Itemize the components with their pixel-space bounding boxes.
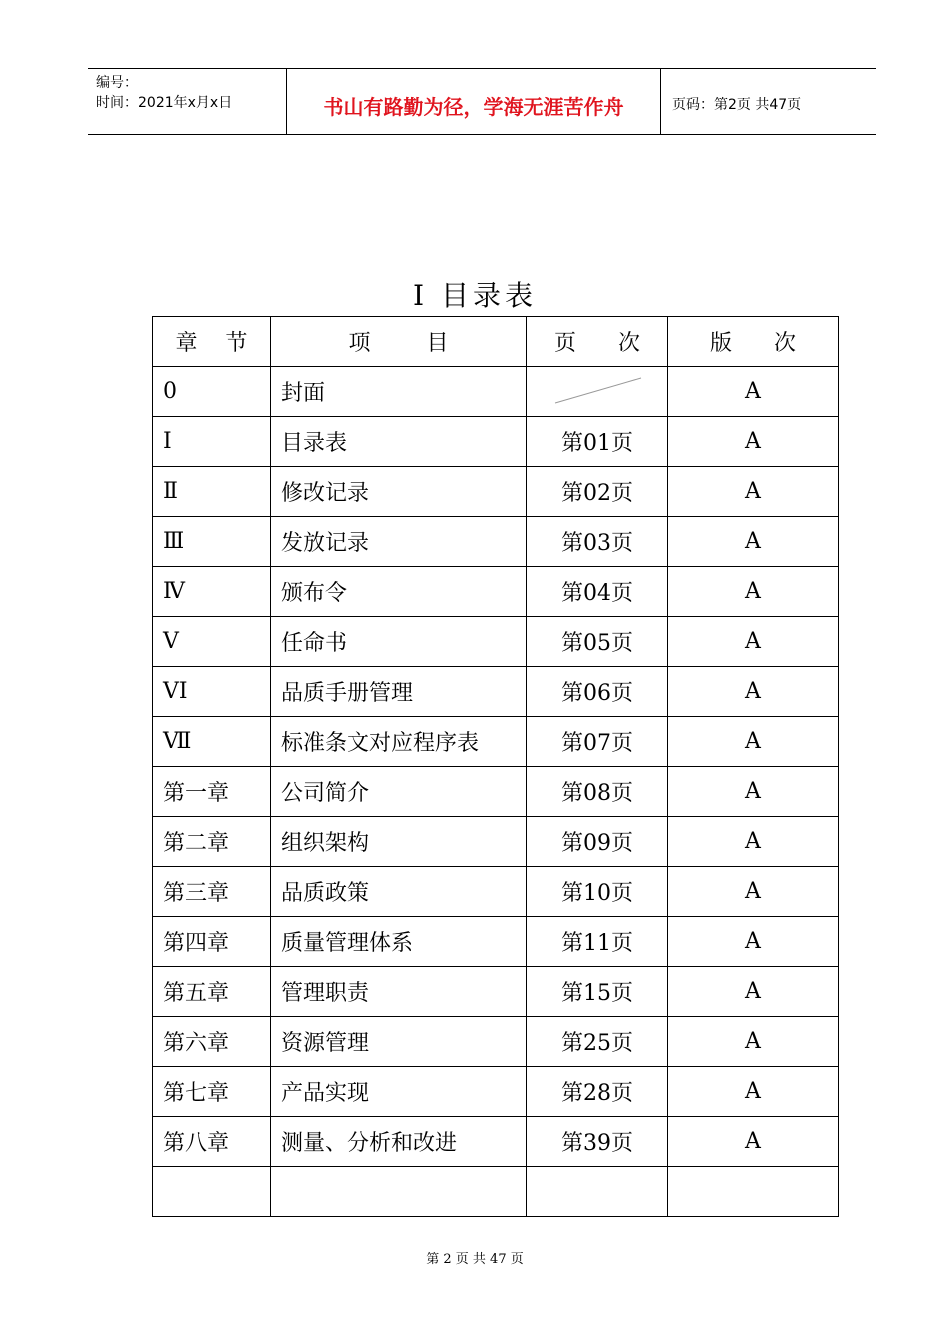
cell-page: 第28页 xyxy=(527,1067,668,1117)
cell-item: 质量管理体系 xyxy=(271,917,527,967)
table-row xyxy=(153,867,839,917)
cell-version: A xyxy=(668,717,839,767)
header-page-info: 页码：第2页 共47页 xyxy=(672,97,802,113)
cell-page: 第04页 xyxy=(527,567,668,617)
document-time-label: 时间：2021年x月x日 xyxy=(96,95,233,111)
cell-version: A xyxy=(668,867,839,917)
cell-chapter: Ⅲ xyxy=(153,517,271,567)
table-row xyxy=(153,567,839,617)
cell-chapter: Ⅳ xyxy=(153,567,271,617)
header-divider xyxy=(660,69,661,135)
cell-version: A xyxy=(668,417,839,467)
table-row xyxy=(153,467,839,517)
cell-version: A xyxy=(668,917,839,967)
cell-item: 目录表 xyxy=(271,417,527,467)
cell-version: A xyxy=(668,1067,839,1117)
cell-chapter: 第一章 xyxy=(153,767,271,817)
table-row xyxy=(153,1117,839,1167)
cell-chapter: 第五章 xyxy=(153,967,271,1017)
cell-page: 第39页 xyxy=(527,1117,668,1167)
table-row xyxy=(153,767,839,817)
table-row xyxy=(153,1067,839,1117)
cell-version: A xyxy=(668,467,839,517)
toc-table xyxy=(152,316,839,1217)
cell-page: 第10页 xyxy=(527,867,668,917)
table-row xyxy=(153,417,839,467)
empty-cell-slash xyxy=(527,367,668,417)
cell-version: A xyxy=(668,767,839,817)
table-row xyxy=(153,617,839,667)
cell-version: A xyxy=(668,667,839,717)
table-row xyxy=(153,967,839,1017)
cell-page: 第03页 xyxy=(527,517,668,567)
cell-item: 颁布令 xyxy=(271,567,527,617)
cell-item: 修改记录 xyxy=(271,467,527,517)
cell-item: 资源管理 xyxy=(271,1017,527,1067)
page-footer: 第 2 页 共 47 页 xyxy=(426,1252,524,1267)
document-number-label: 编号： xyxy=(96,75,138,91)
cell-chapter: Ⅰ xyxy=(153,417,271,467)
column-header-page: 页 次 xyxy=(527,317,668,367)
cell-page: 第01页 xyxy=(527,417,668,467)
table-row xyxy=(153,917,839,967)
cell-version xyxy=(668,1167,839,1217)
cell-item: 组织架构 xyxy=(271,817,527,867)
table-row xyxy=(153,517,839,567)
cell-version: A xyxy=(668,617,839,667)
page-header xyxy=(88,68,876,135)
cell-chapter: Ⅶ xyxy=(153,717,271,767)
cell-item: 标准条文对应程序表 xyxy=(271,717,527,767)
cell-chapter: 第二章 xyxy=(153,817,271,867)
cell-item: 封面 xyxy=(271,367,527,417)
cell-version: A xyxy=(668,967,839,1017)
header-meta xyxy=(96,73,232,113)
cell-item: 公司简介 xyxy=(271,767,527,817)
table-row xyxy=(153,717,839,767)
cell-page: 第11页 xyxy=(527,917,668,967)
toc-header-row xyxy=(153,317,839,367)
cell-item: 产品实现 xyxy=(271,1067,527,1117)
cell-page: 第25页 xyxy=(527,1017,668,1067)
cell-item: 测量、分析和改进 xyxy=(271,1117,527,1167)
cell-page: 第07页 xyxy=(527,717,668,767)
column-header-chapter: 章 节 xyxy=(153,317,271,367)
cell-chapter: 第七章 xyxy=(153,1067,271,1117)
cell-item: 管理职责 xyxy=(271,967,527,1017)
diagonal-slash xyxy=(527,367,666,415)
cell-version: A xyxy=(668,567,839,617)
cell-item: 发放记录 xyxy=(271,517,527,567)
cell-chapter: 0 xyxy=(153,367,271,417)
cell-page: 第15页 xyxy=(527,967,668,1017)
table-row xyxy=(153,667,839,717)
column-header-version: 版 次 xyxy=(668,317,839,367)
table-row xyxy=(153,1017,839,1067)
cell-chapter: Ⅴ xyxy=(153,617,271,667)
cell-version: A xyxy=(668,1017,839,1067)
table-row xyxy=(153,1167,839,1217)
cell-version: A xyxy=(668,817,839,867)
column-header-item: 项 目 xyxy=(271,317,527,367)
cell-item: 品质手册管理 xyxy=(271,667,527,717)
cell-item xyxy=(271,1167,527,1217)
table-row xyxy=(153,817,839,867)
header-motto: 书山有路勤为径，学海无涯苦作舟 xyxy=(323,95,624,119)
cell-page xyxy=(527,1167,668,1217)
cell-item: 任命书 xyxy=(271,617,527,667)
cell-chapter: VI xyxy=(153,667,271,717)
cell-page: 第02页 xyxy=(527,467,668,517)
cell-chapter: 第六章 xyxy=(153,1017,271,1067)
cell-page: 第08页 xyxy=(527,767,668,817)
cell-chapter: Ⅱ xyxy=(153,467,271,517)
cell-page: 第09页 xyxy=(527,817,668,867)
cell-chapter: 第四章 xyxy=(153,917,271,967)
cell-chapter xyxy=(153,1167,271,1217)
cell-version: A xyxy=(668,1117,839,1167)
cell-item: 品质政策 xyxy=(271,867,527,917)
cell-version: A xyxy=(668,517,839,567)
page-title: I 目录表 xyxy=(413,279,537,312)
cell-version: A xyxy=(668,367,839,417)
cell-chapter: 第八章 xyxy=(153,1117,271,1167)
table-row xyxy=(153,367,839,417)
cell-page: 第05页 xyxy=(527,617,668,667)
cell-chapter: 第三章 xyxy=(153,867,271,917)
cell-page: 第06页 xyxy=(527,667,668,717)
